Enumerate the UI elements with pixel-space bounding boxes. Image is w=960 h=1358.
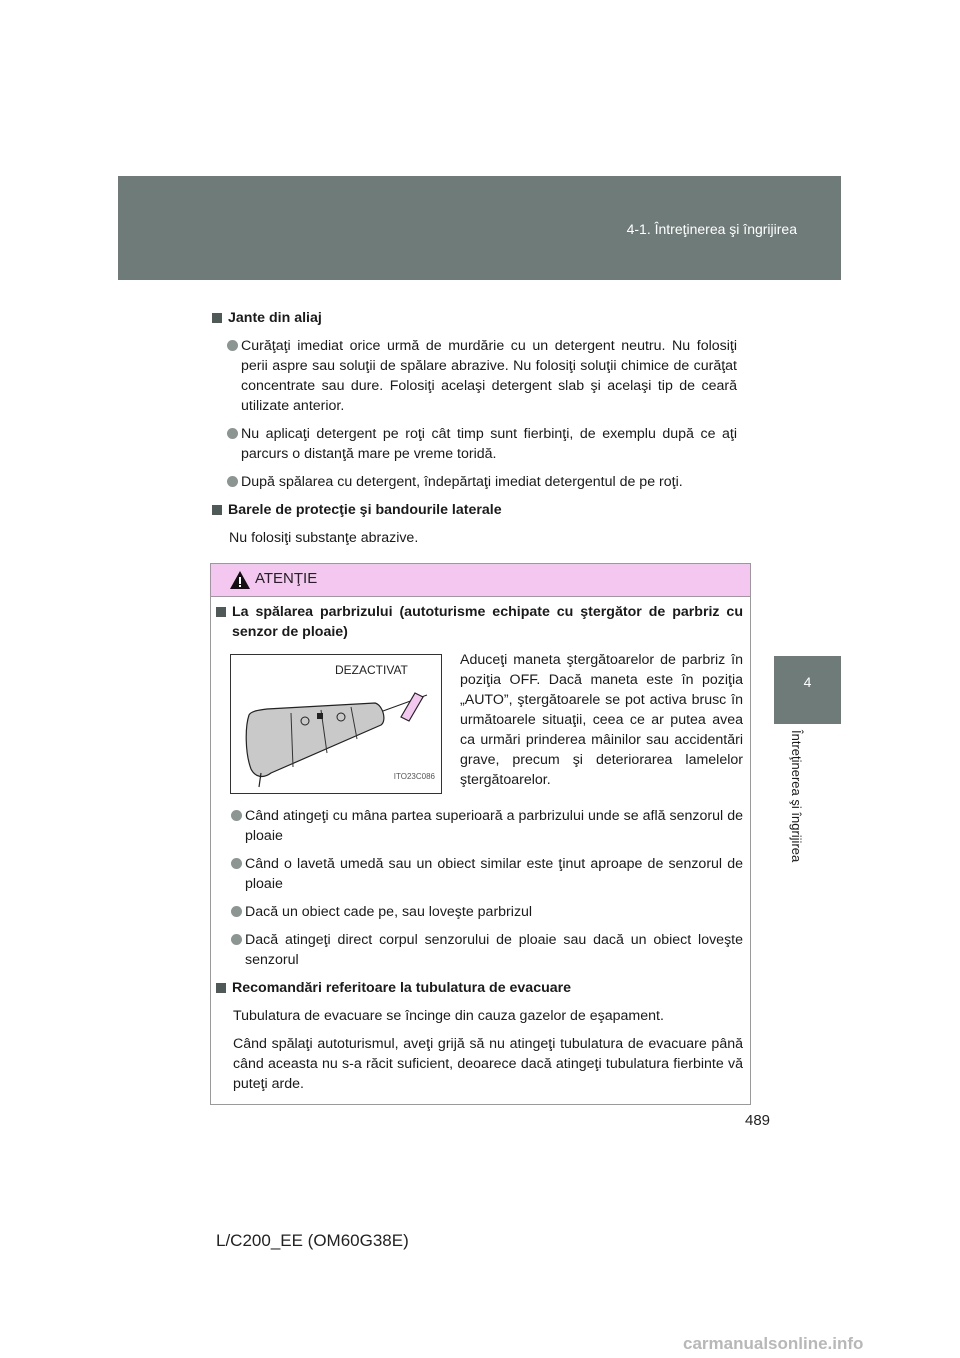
main-content (212, 308, 737, 556)
section-heading: Jante din aliaj (212, 308, 737, 328)
warning-icon (229, 570, 251, 590)
warning-body (216, 602, 743, 1102)
paragraph: Când spălaţi autoturismul, aveţi grijă să nu atingeţi tubulatura de evacuare până când aceasta nu s-a răcit suficient, deoarece dacă atingeţi tubulatura fierbinte vă puteţi arde. (233, 1036, 743, 1092)
warning-title: ATENŢIE (255, 570, 318, 587)
list-item: Curăţaţi imediat orice urmă de murdărie cu un detergent neutru. Nu folosiţi perii aspre sau soluţii de spălare abrazive. Nu folosiţi soluţii chimice de curăţat concentrate sau dure. Folosiţi acelaşi detergent slab şi acelaşi tip de ceară utilizate anterior. (212, 336, 737, 416)
square-bullet-icon (212, 313, 222, 323)
list-item: Dacă un obiect cade pe, sau loveşte parbrizul (216, 902, 743, 922)
page-number: 489 (745, 1112, 771, 1129)
figure-label: DEZACTIVAT (335, 663, 408, 677)
figure-description: Aduceţi maneta ştergătoarelor de parbriz în poziţia OFF. Dacă maneta este în poziţia „AUTO”, ştergătoarele se pot activa brusc în următoarele situaţii, ceea ce ar putea avea ca urmări prinderea mâinilor sau accidentări grave, precum şi deteriorarea lamelelor ştergătoarelor. (460, 652, 743, 788)
square-bullet-icon (216, 607, 226, 617)
round-bullet-icon (227, 476, 238, 487)
chapter-tab (774, 656, 841, 724)
figure-row (216, 650, 743, 800)
figure-code: ITO23C086 (393, 772, 435, 781)
model-code: L/C200_EE (OM60G38E) (216, 1231, 409, 1250)
warning-box (210, 563, 751, 1105)
list-item: Când o lavetă umedă sau un obiect similar este ţinut aproape de senzorul de ploaie (216, 854, 743, 894)
header-band (118, 176, 841, 280)
section-heading: Barele de protecţie şi bandourile laterale (212, 500, 737, 520)
list-item: Dacă atingeţi direct corpul senzorului de ploaie sau dacă un obiect loveşte senzorul (216, 930, 743, 970)
warning-subheading: Recomandări referitoare la tubulatura de evacuare (216, 978, 743, 998)
paragraph: Nu folosiţi substanţe abrazive. (229, 530, 419, 546)
section-header: 4-1. Întreţinerea şi îngrijirea (626, 221, 797, 237)
round-bullet-icon (231, 858, 242, 869)
chapter-label: Întreţinerea şi îngrijirea (789, 730, 804, 863)
wiper-lever-figure (230, 654, 442, 794)
paragraph: Tubulatura de evacuare se încinge din cauza gazelor de eşapament. (233, 1008, 664, 1024)
square-bullet-icon (212, 505, 222, 515)
warning-subheading: La spălarea parbrizului (autoturisme echipate cu ştergător de parbriz cu senzor de ploaie) (216, 602, 743, 642)
list-item: Când atingeţi cu mâna partea superioară a parbrizului unde se află senzorul de ploaie (216, 806, 743, 846)
chapter-number: 4 (803, 674, 812, 690)
round-bullet-icon (227, 428, 238, 439)
round-bullet-icon (231, 934, 242, 945)
list-item: Nu aplicaţi detergent pe roţi cât timp sunt fierbinţi, de exemplu după ce aţi parcurs o distanţă mare pe vreme toridă. (212, 424, 737, 464)
warning-header (211, 564, 750, 597)
round-bullet-icon (231, 906, 242, 917)
round-bullet-icon (231, 810, 242, 821)
round-bullet-icon (227, 340, 238, 351)
square-bullet-icon (216, 983, 226, 993)
list-item: După spălarea cu detergent, îndepărtaţi imediat detergentul de pe roţi. (212, 472, 737, 492)
watermark: carmanualsonline.info (683, 1334, 864, 1353)
